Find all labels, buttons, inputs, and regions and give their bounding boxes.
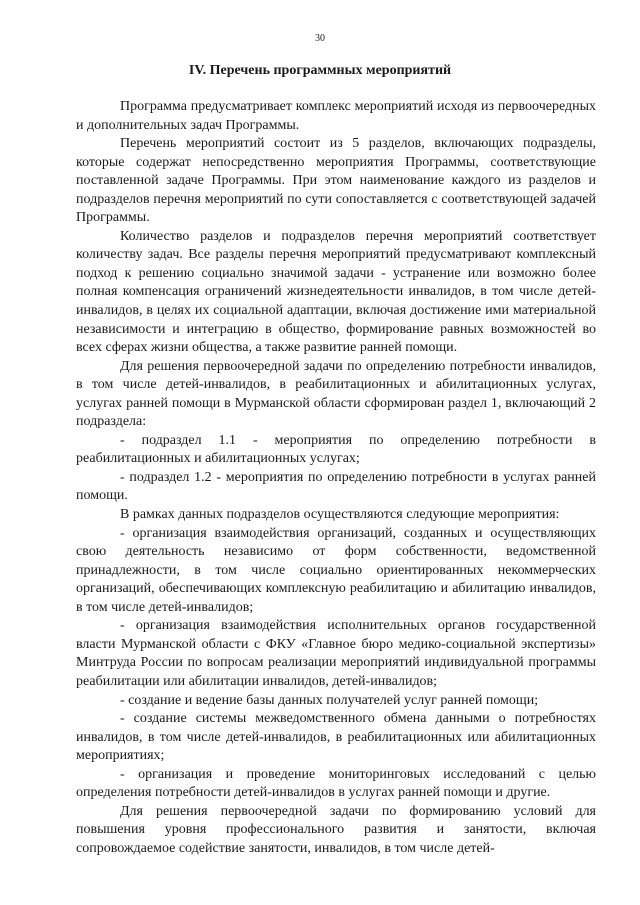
paragraph: Перечень мероприятий состоит из 5 разделов, включающих подразделы, которые содержат непосредственно мероприятия Программы, соответствующие поставленной задаче Программы. При этом наименование каждого из разделов и подразделов перечня мероприятий по сути сопоставляется с соответствующей задачей Программы. — [76, 136, 596, 226]
paragraph: Количество разделов и подразделов перечня мероприятий соответствует количеству задач. Все разделы перечня мероприятий предусматривают комплексный подход к решению социально значимой задачи - устранение или возможно более полная компенсация ограничений жизнедеятельности инвалидов, в том числе детей-инвалидов, в целях их социальной адаптации, включая достижение ими материальной независимости и интеграцию в общество, формирование равных возможностей во всех сферах жизни общества, а также развитие ранней помощи. — [76, 228, 596, 356]
body-text — [76, 98, 596, 858]
list-item: - подраздел 1.2 - мероприятия по определению потребности в услугах ранней помощи. — [76, 469, 596, 504]
list-item: - организация взаимодействия организаций, созданных и осуществляющих свою деятельность независимо от форм собственности, ведомственной принадлежности, в том числе социально ориентированных некоммерческих организаций, обеспечивающих комплексную реабилитацию и абилитацию инвалидов, в том числе детей-инвалидов; — [76, 525, 596, 615]
page-number: 30 — [315, 33, 325, 44]
list-item: - подраздел 1.1 - мероприятия по определению потребности в реабилитационных и абилитационных услугах; — [76, 432, 596, 467]
list-item: - создание системы межведомственного обмена данными о потребностях инвалидов, в том числе детей-инвалидов, в реабилитационных или абилитационных мероприятиях; — [76, 711, 596, 764]
section-heading: IV. Перечень программных мероприятий — [188, 63, 452, 78]
paragraph: Программа предусматривает комплекс мероприятий исходя из первоочередных и дополнительных задач Программы. — [76, 99, 596, 133]
list-item: - организация взаимодействия исполнительных органов государственной власти Мурманской области с ФКУ «Главное бюро медико-социальной экспертизы» Минтруда России по вопросам реализации мероприятий индивидуальной программы реабилитации или абилитации инвалидов, детей-инвалидов; — [76, 618, 596, 689]
list-item: - создание и ведение базы данных получателей услуг ранней помощи; — [120, 692, 539, 708]
paragraph: Для решения первоочередной задачи по формированию условий для повышения уровня профессионального развития и занятости, включая сопровождаемое содействие занятости, инвалидов, в том числе детей- — [76, 803, 596, 856]
paragraph: Для решения первоочередной задачи по определению потребности инвалидов, в том числе детей-инвалидов, в реабилитационных и абилитационных услугах, услугах ранней помощи в Мурманской области сформирован раздел 1, включающий 2 подраздела: — [76, 358, 596, 430]
list-item: - организация и проведение мониторинговых исследований с целью определения потребности детей-инвалидов в услугах ранней помощи и другие. — [76, 766, 596, 801]
paragraph: В рамках данных подразделов осуществляются следующие мероприятия: — [120, 507, 560, 523]
